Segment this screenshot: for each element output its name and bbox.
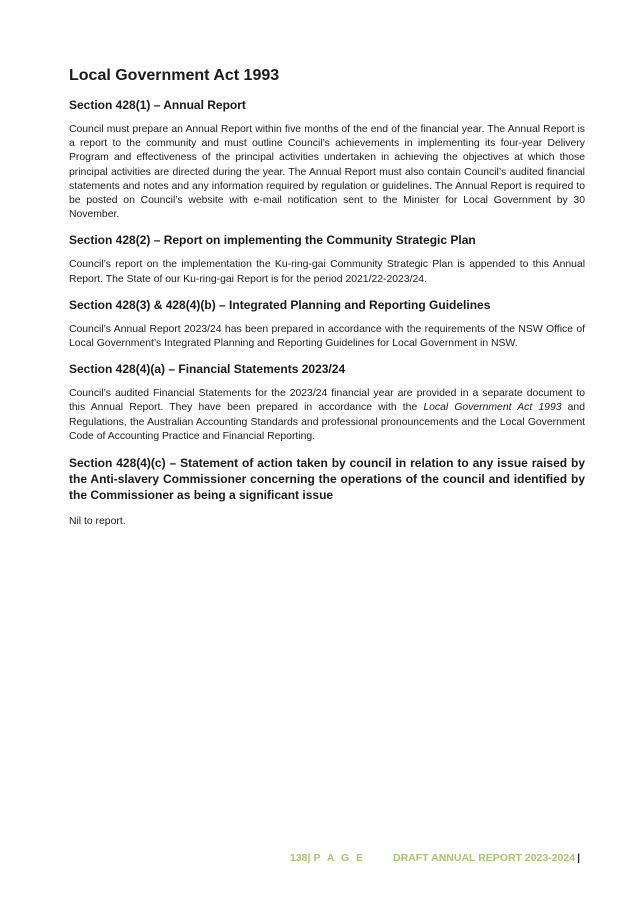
body-text-after: and Regulations, the Australian Accounting Standards and professional pronouncements and the Local Government Code of Accounting Practice and Financial Reporting.: [69, 402, 585, 442]
page-label: P A G E: [313, 852, 366, 864]
act-name-italic: Local Government Act 1993: [423, 402, 562, 414]
page-footer: [290, 852, 580, 864]
section-heading-428-3: Section 428(3) & 428(4)(b) – Integrated Planning and Reporting Guidelines: [69, 297, 491, 312]
section-heading-428-4c: Section 428(4)(c) – Statement of action taken by council in relation to any issue raised by the Anti-slavery Commissioner concerning the operations of the council and identified by the Commissioner as being a significant issue: [69, 456, 585, 503]
body-text-before: Council’s audited Financial Statements for the 2023/24 financial year are provided in a separate document to this Annual Report. They have been prepared in accordance with the: [69, 388, 585, 414]
section-heading-428-1: Section 428(1) – Annual Report: [69, 98, 246, 112]
section-heading-428-4a: Section 428(4)(a) – Financial Statements 2023/24: [69, 362, 346, 377]
report-title: DRAFT ANNUAL REPORT 2023-2024: [393, 852, 576, 864]
footer-separator: |: [307, 852, 311, 864]
section-body-428-4a: [69, 387, 585, 444]
section-body-428-3: Council’s Annual Report 2023/24 has been prepared in accordance with the requirements of the NSW Office of Local Government’s Integrated Planning and Reporting Guidelines for Local Government in NSW.: [69, 323, 585, 350]
section-body-428-2: Council’s report on the implementation the Ku-ring-gai Community Strategic Plan is appended to this Annual Report. The State of our Ku-ring-gai Report is for the period 2021/22-2023/24.: [69, 259, 585, 285]
section-heading-428-2: Section 428(2) – Report on implementing the Community Strategic Plan: [69, 233, 476, 248]
section-body-428-4c: Nil to report.: [69, 516, 126, 528]
page-number: 138: [290, 852, 308, 864]
section-body-428-1: Council must prepare an Annual Report within five months of the end of the financial year. The Annual Report is a report to the community and must outline Council’s achievements in implementing its four-year Delivery Program and effectiveness of the principal activities undertaken in achieving the objectives at which those principal activities are directed during the year. The Annual Report must also contain Council’s audited financial statements and notes and any information required by regulation or guidelines. The Annual Report is required to be posted on Council’s website with e-mail notification sent to the Minister for Local Government by 30 November.: [69, 124, 585, 221]
page-title: Local Government Act 1993: [69, 67, 280, 84]
page-content: [69, 66, 585, 529]
footer-end-separator: |: [577, 852, 581, 864]
